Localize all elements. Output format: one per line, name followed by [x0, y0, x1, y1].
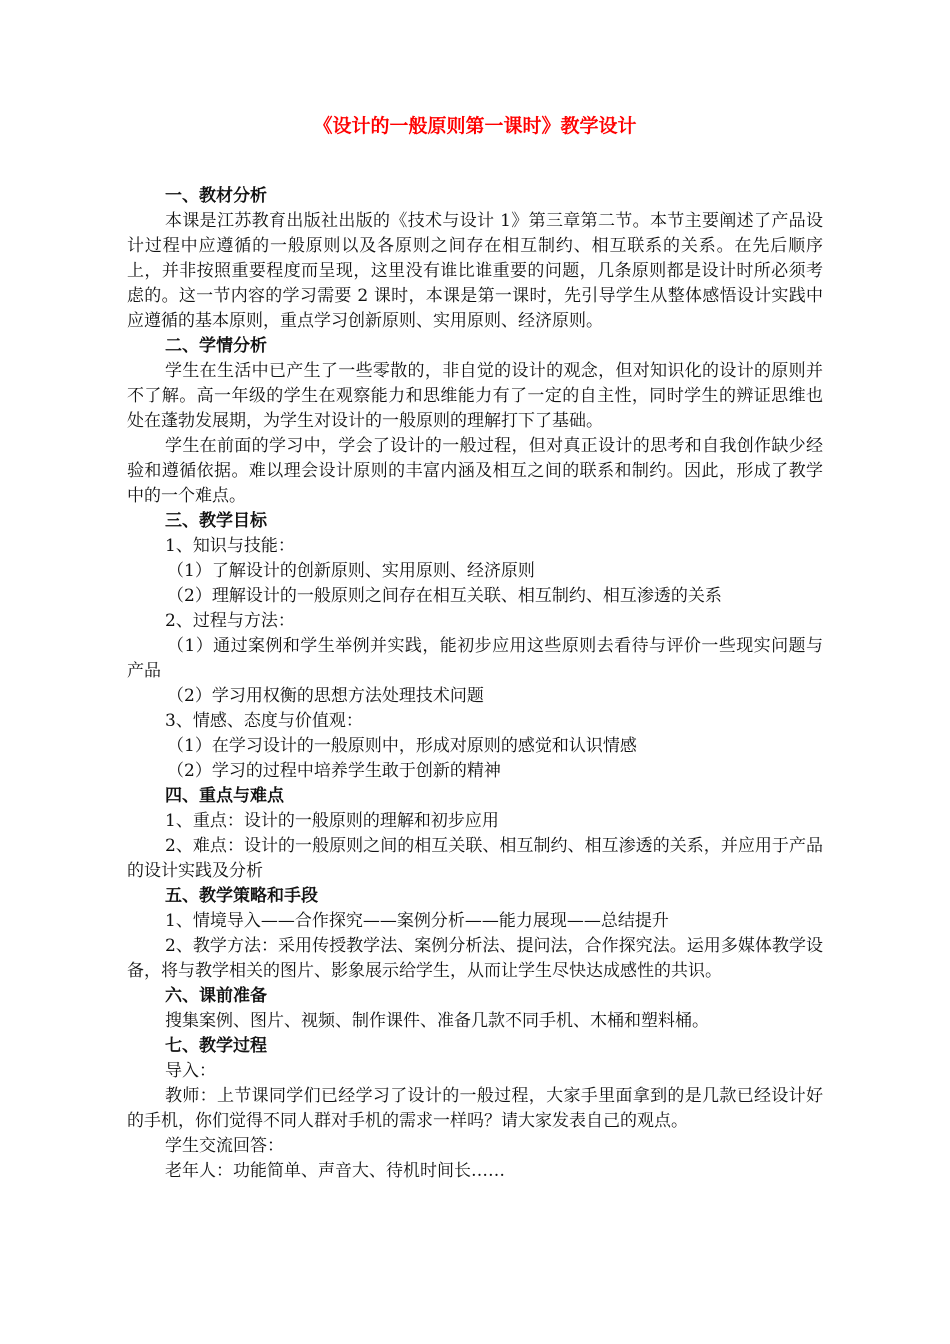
section-heading-3: 三、教学目标 [165, 511, 267, 531]
paragraph: 导入： [165, 1061, 216, 1081]
paragraph: 学生交流回答： [165, 1136, 284, 1156]
section-heading-2: 二、学情分析 [165, 336, 267, 356]
goal-subitem: （2）学习的过程中培养学生敢于创新的精神 [167, 761, 501, 781]
goal-subitem: （2）理解设计的一般原则之间存在相互关联、相互制约、相互渗透的关系 [167, 586, 722, 606]
paragraph: 搜集案例、图片、视频、制作课件、准备几款不同手机、木桶和塑料桶。 [165, 1011, 709, 1031]
goal-item: 2、过程与方法： [165, 611, 295, 631]
section-heading-5: 五、教学策略和手段 [165, 886, 318, 906]
paragraph: 老年人：功能简单、声音大、待机时间长…… [165, 1161, 505, 1181]
paragraph: 学生在前面的学习中，学会了设计的一般过程，但对真正设计的思考和自我创作缺少经验和遵循依据。难以理会设计原则的丰富内涵及相互之间的联系和制约。因此，形成了教学中的一个难点。 [127, 436, 823, 506]
paragraph: 学生在生活中已产生了一些零散的，非自觉的设计的观念，但对知识化的设计的原则并不了解。高一年级的学生在观察能力和思维能力有了一定的自主性，同时学生的辨证思维也处在蓬勃发展期，为学生对设计的一般原则的理解打下了基础。 [127, 361, 823, 431]
paragraph: 2、难点：设计的一般原则之间的相互关联、相互制约、相互渗透的关系，并应用于产品的设计实践及分析 [127, 836, 823, 881]
document-body [127, 184, 823, 1184]
paragraph: 本课是江苏教育出版社出版的《技术与设计 1》第三章第二节。本节主要阐述了产品设计过程中应遵循的一般原则以及各原则之间存在相互制约、相互联系的关系。在先后顺序上，并非按照重要程度而呈现，这里没有谁比谁重要的问题，几条原则都是设计时所必须考虑的。这一节内容的学习需要 2 课时，本课是第一课时，先引导学生从整体感悟设计实践中应遵循的基本原则，重点学习创新原则、实用原则、经济原则。 [127, 211, 823, 331]
paragraph: 1、重点：设计的一般原则的理解和初步应用 [165, 811, 499, 831]
section-heading-7: 七、教学过程 [165, 1036, 267, 1056]
goal-subitem: （1）通过案例和学生举例并实践，能初步应用这些原则去看待与评价一些现实问题与产品 [127, 636, 823, 681]
goal-item: 1、知识与技能： [165, 536, 295, 556]
goal-subitem: （1）在学习设计的一般原则中，形成对原则的感觉和认识情感 [167, 736, 637, 756]
section-heading-6: 六、课前准备 [165, 986, 267, 1006]
section-heading-4: 四、重点与难点 [165, 786, 284, 806]
goal-subitem: （1）了解设计的创新原则、实用原则、经济原则 [167, 561, 535, 581]
document-title: 《设计的一般原则第一课时》教学设计 [313, 115, 637, 137]
goal-subitem: （2）学习用权衡的思想方法处理技术问题 [167, 686, 484, 706]
goal-item: 3、情感、态度与价值观： [165, 711, 363, 731]
paragraph: 教师：上节课同学们已经学习了设计的一般过程，大家手里面拿到的是几款已经设计好的手机，你们觉得不同人群对手机的需求一样吗？请大家发表自己的观点。 [127, 1086, 823, 1131]
section-heading-1: 一、教材分析 [165, 186, 267, 206]
paragraph: 1、情境导入——合作探究——案例分析——能力展现——总结提升 [165, 911, 669, 931]
paragraph: 2、教学方法：采用传授教学法、案例分析法、提问法，合作探究法。运用多媒体教学设备，将与教学相关的图片、影象展示给学生，从而让学生尽快达成感性的共识。 [127, 936, 823, 981]
